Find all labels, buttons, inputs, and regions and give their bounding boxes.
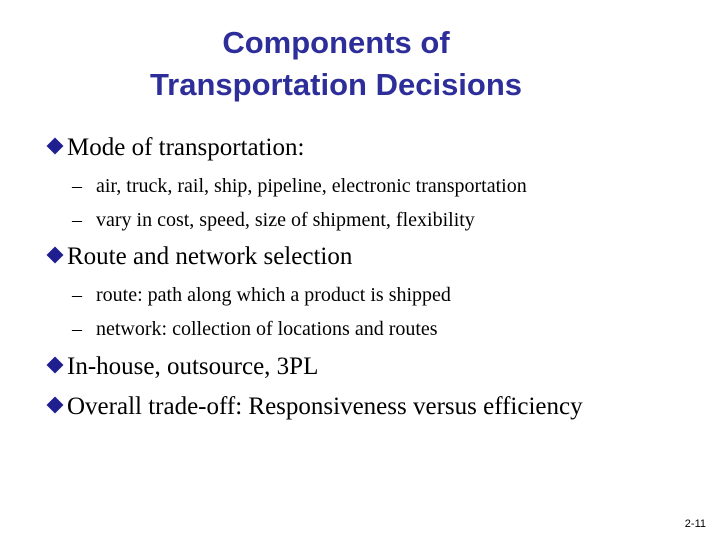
- subitem-route-definition: [72, 283, 451, 307]
- bullet-inhouse-outsource: [46, 352, 318, 382]
- subitem-text: network: collection of locations and routes: [96, 318, 438, 340]
- page-number: 2-11: [684, 518, 706, 530]
- diamond-bullet-icon: [47, 357, 64, 374]
- slide-title-line-2: Transportation Decisions: [149, 67, 523, 102]
- diamond-bullet-icon: [47, 247, 64, 264]
- dash-marker: –: [72, 175, 82, 197]
- bullet-text: Mode of transportation:: [67, 134, 305, 161]
- subitem-transport-modes: [72, 174, 527, 198]
- diamond-bullet-icon: [47, 138, 64, 155]
- subitem-network-definition: [72, 317, 438, 341]
- subitem-transport-variation: [72, 208, 475, 232]
- dash-marker: –: [72, 209, 82, 231]
- dash-marker: –: [72, 284, 82, 306]
- subitem-text: air, truck, rail, ship, pipeline, electronic transportation: [96, 175, 527, 197]
- diamond-bullet-icon: [47, 397, 64, 414]
- subitem-text: route: path along which a product is shipped: [96, 284, 451, 306]
- slide-title-line-1: Components of: [222, 25, 450, 60]
- bullet-text: In-house, outsource, 3PL: [67, 353, 319, 380]
- subitem-text: vary in cost, speed, size of shipment, flexibility: [96, 209, 475, 231]
- bullet-route-network-selection: [46, 242, 352, 272]
- bullet-mode-of-transportation: [46, 133, 304, 163]
- bullet-text: Overall trade-off: Responsiveness versus efficiency: [67, 393, 583, 420]
- bullet-text: Route and network selection: [67, 243, 353, 270]
- dash-marker: –: [72, 318, 82, 340]
- bullet-overall-tradeoff: [46, 392, 583, 422]
